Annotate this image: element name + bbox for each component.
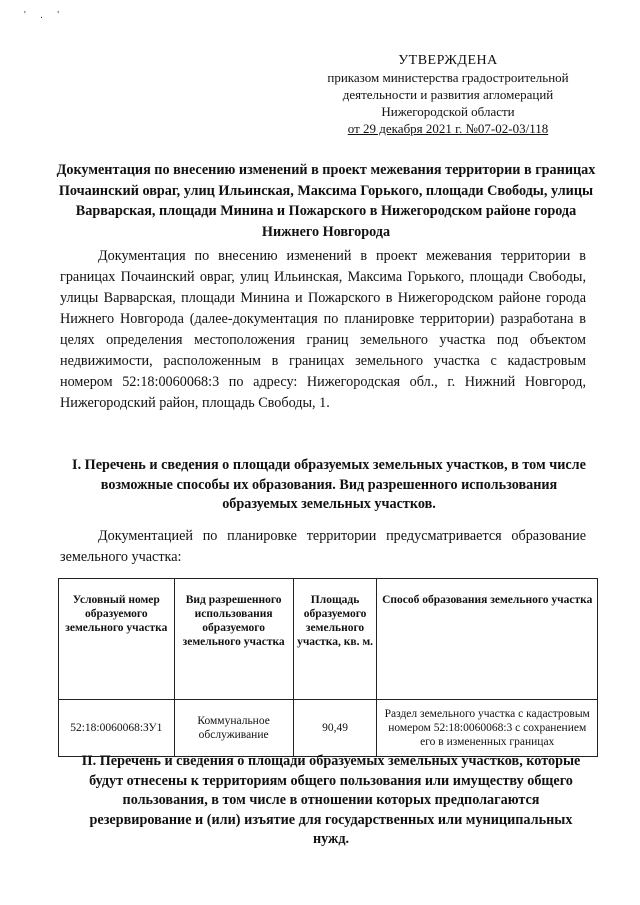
approval-date: от 29 декабря 2021 г. №07-02-03/118 (347, 121, 549, 136)
approval-line-2: деятельности и развития агломераций (342, 87, 554, 102)
header-area: Площадь образуемого земельного участка, кв. м. (293, 579, 377, 700)
header-formation-method: Способ образования земельного участка (377, 579, 598, 700)
section-2-heading: II. Перечень и сведения о площади образуемых земельных участков, которые будут отнесены к территориям общего пользования или имуществу общего пользования, в том числе в отношении которых предполагаются резервирование и (или) изъятие для государственных или муниципальных нужд. (81, 753, 581, 847)
approval-line-1: приказом министерства градостроительной (327, 70, 569, 85)
land-plots-table (58, 578, 598, 757)
cell-plot-number: 52:18:0060068:ЗУ1 (59, 700, 175, 757)
table-row (59, 700, 598, 757)
approval-line-3: Нижегородской области (381, 104, 515, 119)
table-intro-paragraph: Документацией по планировке территории предусматривается образование земельного участка: (60, 528, 586, 565)
intro-paragraph: Документация по внесению изменений в проект межевания территории в границах Почаинский овраг, улиц Ильинская, Максима Горького, площади Свободы, улицы Варварская, площади Минина и Пожарского в Нижегородском районе города Нижнего Новгорода (далее-документация по планировке территории) разработана в целях определения местоположения границ земельного участка под объектом недвижимости, расположенным в границах земельного участка с кадастровым номером 52:18:0060068:3 по адресу: Нижегородская обл., г. Нижний Новгород, Нижегородский район, площадь Свободы, 1. (60, 248, 586, 411)
approval-stamp (300, 52, 596, 137)
cell-formation-method: Раздел земельного участка с кадастровым номером 52:18:0060068:3 с сохранением его в измененных границах (377, 700, 598, 757)
document-title: Документация по внесению изменений в проект межевания территории в границах Почаинский овраг, улиц Ильинская, Максима Горького, площади Свободы, улицы Варварская, площади Минина и Пожарского в Нижегородском районе города Нижнего Новгорода (56, 162, 596, 240)
approval-head: УТВЕРЖДЕНА (398, 53, 498, 68)
cell-area: 90,49 (293, 700, 377, 757)
header-plot-number: Условный номер образуемого земельного участка (59, 579, 175, 700)
table-header-row (59, 579, 598, 700)
cell-permitted-use: Коммунальное обслуживание (174, 700, 293, 757)
scan-marks: ' . ' (24, 10, 66, 21)
header-permitted-use: Вид разрешенного использования образуемого земельного участка (174, 579, 293, 700)
section-1-heading: I. Перечень и сведения о площади образуемых земельных участков, в том числе возможные способы их образования. Вид разрешенного использования образуемых земельных участков. (72, 457, 586, 512)
